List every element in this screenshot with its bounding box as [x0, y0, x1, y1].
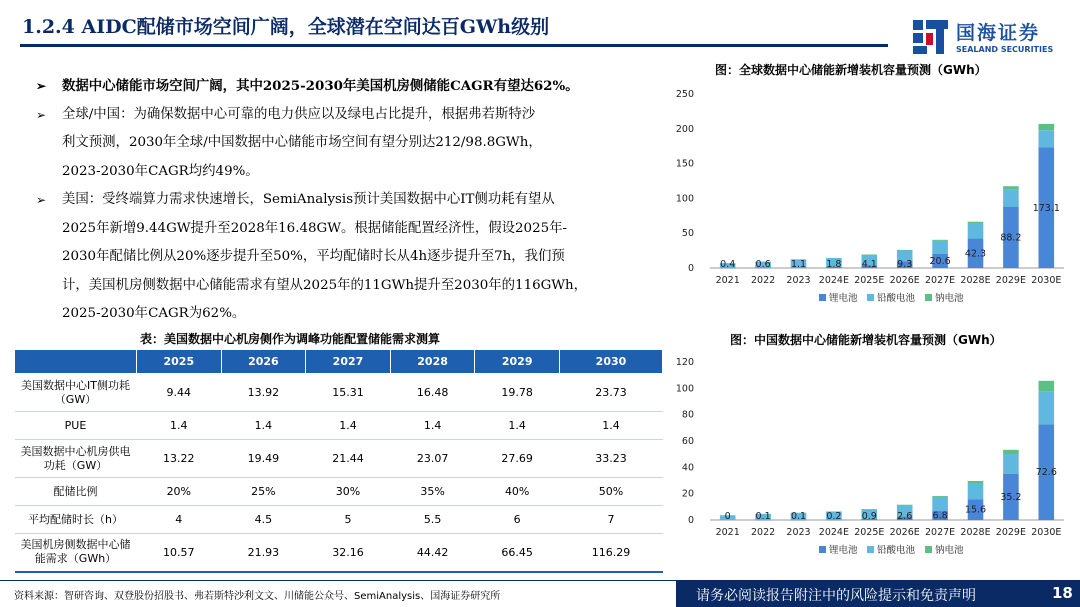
table-header-row	[15, 350, 663, 374]
table-cell: 20%	[137, 478, 222, 506]
data-label: 15.6	[964, 504, 987, 516]
row-label: 美国数据中心机房供电功耗（GW）	[15, 440, 137, 478]
bar-segment-2	[1003, 454, 1019, 474]
legend-label: 锂电池	[829, 545, 858, 556]
table-cell: 116.29	[559, 534, 662, 572]
table-header-cell: 2029	[475, 350, 560, 374]
bar-segment-2	[1039, 391, 1055, 424]
table-header-cell: 2028	[390, 350, 475, 374]
table-cell: 1.4	[306, 412, 391, 440]
table-header-cell: 2025	[137, 350, 222, 374]
bar-segment-2	[1039, 130, 1055, 147]
table-header-cell: 2030	[559, 350, 662, 374]
table-cell: 16.48	[390, 374, 475, 412]
data-label: 4.1	[861, 259, 877, 270]
table-cell: 21.44	[306, 440, 391, 478]
table-cell: 7	[559, 506, 662, 534]
bullet-item	[34, 186, 644, 329]
x-tick-label: 2026E	[889, 275, 920, 286]
table-cell: 27.69	[475, 440, 560, 478]
bar-segment-3	[897, 250, 913, 251]
data-label: 0.2	[826, 511, 842, 522]
y-tick-label: 20	[681, 488, 694, 500]
table-cell: 30%	[306, 478, 391, 506]
table-cell: 10.57	[137, 534, 222, 572]
table-title: 表：美国数据中心机房侧作为调峰功能配置储能需求测算	[140, 332, 441, 346]
bullet-item	[34, 101, 644, 187]
y-tick-label: 0	[687, 263, 694, 274]
data-label: 6.8	[932, 510, 948, 522]
bar-segment-3	[862, 509, 878, 510]
bullet-line: 2025年新增9.44GW提升至2028年16.48GW。根据储能配置经济性，假设2025年-	[62, 220, 568, 236]
table-cell: 35%	[390, 478, 475, 506]
y-tick-label: 80	[681, 409, 694, 421]
table-cell: 23.73	[559, 374, 662, 412]
legend-swatch	[867, 546, 874, 553]
x-tick-label: 2023	[786, 275, 811, 286]
bullet-line: 全球/中国：为确保数据中心可靠的电力供应以及绿电占比提升，根据弗若斯特沙	[62, 106, 536, 122]
legend-label: 钠电池	[935, 293, 964, 304]
logo-text-en: SEALAND SECURITIES	[956, 45, 1054, 54]
arrow-bullet-icon: ➢	[36, 79, 47, 93]
x-tick-label: 2021	[715, 527, 740, 538]
bar-segment-3	[1039, 124, 1055, 130]
bullet-line: 2023-2030年CAGR均约49%。	[62, 163, 259, 179]
x-tick-label: 2027E	[925, 275, 956, 286]
table-row	[15, 440, 663, 478]
table-cell: 5.5	[390, 506, 475, 534]
global-storage-bar-chart	[660, 82, 1080, 314]
table-cell: 23.07	[390, 440, 475, 478]
x-tick-label: 2029E	[995, 275, 1026, 286]
x-tick-label: 2022	[751, 275, 776, 286]
table-cell: 1.4	[475, 412, 560, 440]
data-label: 0	[724, 511, 731, 522]
y-tick-label: 50	[681, 228, 694, 240]
table-cell: 9.44	[137, 374, 222, 412]
data-label: 1.1	[790, 259, 807, 270]
bullet-line: 2030年配储比例从20%逐步提升至50%，平均配储时长从4h逐步提升至7h，我们预	[62, 249, 565, 264]
x-tick-label: 2029E	[995, 527, 1026, 538]
data-label: 0.6	[755, 259, 771, 270]
storage-demand-table	[14, 349, 663, 573]
footer-disclaimer: 请务必阅读报告附注中的风险提示和免责声明	[696, 588, 976, 604]
bar-segment-2	[932, 497, 948, 511]
table-cell: 5	[306, 506, 391, 534]
table-cell: 4.5	[221, 506, 306, 534]
data-label: 2.6	[897, 511, 913, 522]
y-tick-label: 100	[675, 383, 694, 395]
legend-swatch	[925, 294, 932, 301]
table-cell: 6	[475, 506, 560, 534]
bar-segment-3	[968, 222, 984, 224]
x-tick-label: 2021	[715, 275, 740, 286]
bar-segment-3	[862, 254, 878, 255]
y-tick-label: 120	[675, 357, 694, 368]
bar-segment-2	[932, 241, 948, 254]
table-row	[15, 506, 663, 534]
bullet-line: 2025-2030年CAGR为62%。	[62, 306, 246, 321]
table-row	[15, 478, 663, 506]
bullet-line: 利文预测，2030年全球/中国数据中心储能市场空间有望分别达212/98.8GWh，	[62, 135, 542, 150]
y-tick-label: 250	[675, 89, 694, 100]
bullet-line: 计，美国机房侧数据中心储能需求有望从2025年的11GWh提升至2030年的116GWh，	[62, 277, 588, 293]
legend-swatch	[867, 294, 874, 301]
table-cell: 40%	[475, 478, 560, 506]
table-row	[15, 374, 663, 412]
arrow-bullet-icon: ➢	[36, 107, 47, 122]
table-cell: 13.22	[137, 440, 222, 478]
x-tick-label: 2027E	[925, 527, 956, 538]
row-label: 美国数据中心IT侧功耗（GW）	[15, 374, 137, 412]
bar-segment-3	[1003, 186, 1019, 189]
table-cell: 1.4	[390, 412, 475, 440]
page-title: 1.2.4 AIDC配储市场空间广阔，全球潜在空间达百GWh级别	[22, 16, 550, 38]
data-label: 9.3	[897, 259, 913, 270]
x-tick-label: 2028E	[960, 527, 991, 538]
x-tick-label: 2030E	[1031, 527, 1062, 538]
bar-segment-3	[897, 505, 913, 506]
row-label: 美国机房侧数据中心储能需求（GWh）	[15, 534, 137, 572]
arrow-bullet-icon: ➢	[36, 193, 47, 207]
data-label: 173.1	[1032, 202, 1060, 214]
table-cell: 19.49	[221, 440, 306, 478]
data-label: 35.2	[1000, 491, 1022, 503]
table-row	[15, 412, 663, 440]
logo-text-cn: 国海证券	[956, 22, 1041, 44]
bullet-list	[34, 72, 644, 329]
legend-label: 钠电池	[935, 545, 964, 556]
data-label: 88.2	[1000, 232, 1022, 244]
row-label: 平均配储时长（h）	[15, 506, 137, 534]
y-tick-label: 40	[681, 462, 694, 474]
legend-swatch	[819, 294, 826, 301]
bar-segment-3	[932, 240, 948, 241]
china-storage-bar-chart	[660, 352, 1080, 568]
table-cell: 25%	[221, 478, 306, 506]
legend-label: 铅酸电池	[877, 545, 916, 556]
table-cell: 4	[137, 506, 222, 534]
table-cell: 66.45	[475, 534, 560, 572]
bar-segment-2	[1003, 189, 1019, 206]
global-chart-title: 图：全球数据中心储能新增装机容量预测（GWh）	[715, 63, 987, 77]
bullet-line: 美国：受终端算力需求快速增长，SemiAnalysis预计美国数据中心IT侧功耗有望从	[62, 192, 555, 207]
bar-segment-2	[968, 223, 984, 238]
y-tick-label: 200	[675, 123, 694, 135]
sealand-logo-icon	[912, 18, 950, 56]
data-label: 42.3	[964, 248, 987, 260]
bullet-item	[34, 72, 644, 101]
table-cell: 1.4	[221, 412, 306, 440]
legend-label: 铅酸电池	[877, 293, 916, 304]
legend-label: 锂电池	[829, 293, 858, 304]
legend-swatch	[925, 546, 932, 553]
company-logo	[912, 18, 1067, 58]
table-cell: 50%	[559, 478, 662, 506]
x-tick-label: 2026E	[889, 527, 920, 538]
bar-segment-3	[1003, 450, 1019, 454]
data-label: 0.4	[720, 259, 736, 270]
bullet-line: 数据中心储能市场空间广阔，其中2025-2030年美国机房侧储能CAGR有望达62%。	[62, 78, 579, 94]
data-label: 0.9	[861, 511, 877, 522]
bar-segment-3	[968, 481, 984, 483]
bar-segment-3	[932, 496, 948, 497]
data-label: 0.1	[755, 511, 771, 522]
row-label: PUE	[15, 412, 137, 440]
table-cell: 15.31	[306, 374, 391, 412]
x-tick-label: 2025E	[854, 275, 885, 286]
table-cell: 1.4	[559, 412, 662, 440]
table-cell: 13.92	[221, 374, 306, 412]
table-cell: 32.16	[306, 534, 391, 572]
china-chart-title: 图：中国数据中心储能新增装机容量预测（GWh）	[730, 333, 1002, 347]
x-tick-label: 2025E	[854, 527, 885, 538]
data-label: 20.6	[929, 255, 951, 267]
table-header-cell	[15, 350, 137, 374]
table-cell: 1.4	[137, 412, 222, 440]
x-tick-label: 2024E	[818, 275, 849, 286]
y-tick-label: 60	[681, 436, 694, 447]
x-tick-label: 2023	[786, 527, 811, 538]
y-tick-label: 0	[687, 515, 694, 526]
bar-segment-2	[968, 483, 984, 499]
bar-segment-3	[1039, 381, 1055, 392]
table-cell: 33.23	[559, 440, 662, 478]
table-row	[15, 534, 663, 572]
x-tick-label: 2022	[751, 527, 776, 538]
data-label: 0.1	[790, 511, 807, 522]
table-cell: 44.42	[390, 534, 475, 572]
data-label: 72.6	[1035, 467, 1057, 479]
x-tick-label: 2028E	[960, 275, 991, 286]
table-header-cell: 2027	[306, 350, 391, 374]
table-header-cell: 2026	[221, 350, 306, 374]
footer-source: 资料来源：智研咨询、双登股份招股书、弗若斯特沙利文文、川储能公众号、SemiAnalysis、国海证券研究所	[14, 591, 501, 602]
legend-swatch	[819, 546, 826, 553]
y-tick-label: 150	[675, 158, 694, 170]
x-tick-label: 2024E	[818, 527, 849, 538]
page-number: 18	[1052, 584, 1073, 602]
table-cell: 19.78	[475, 374, 560, 412]
x-tick-label: 2030E	[1031, 275, 1062, 286]
y-tick-label: 100	[675, 193, 694, 205]
data-label: 1.8	[826, 259, 842, 270]
title-underline	[20, 44, 888, 47]
table-cell: 21.93	[221, 534, 306, 572]
row-label: 配储比例	[15, 478, 137, 506]
